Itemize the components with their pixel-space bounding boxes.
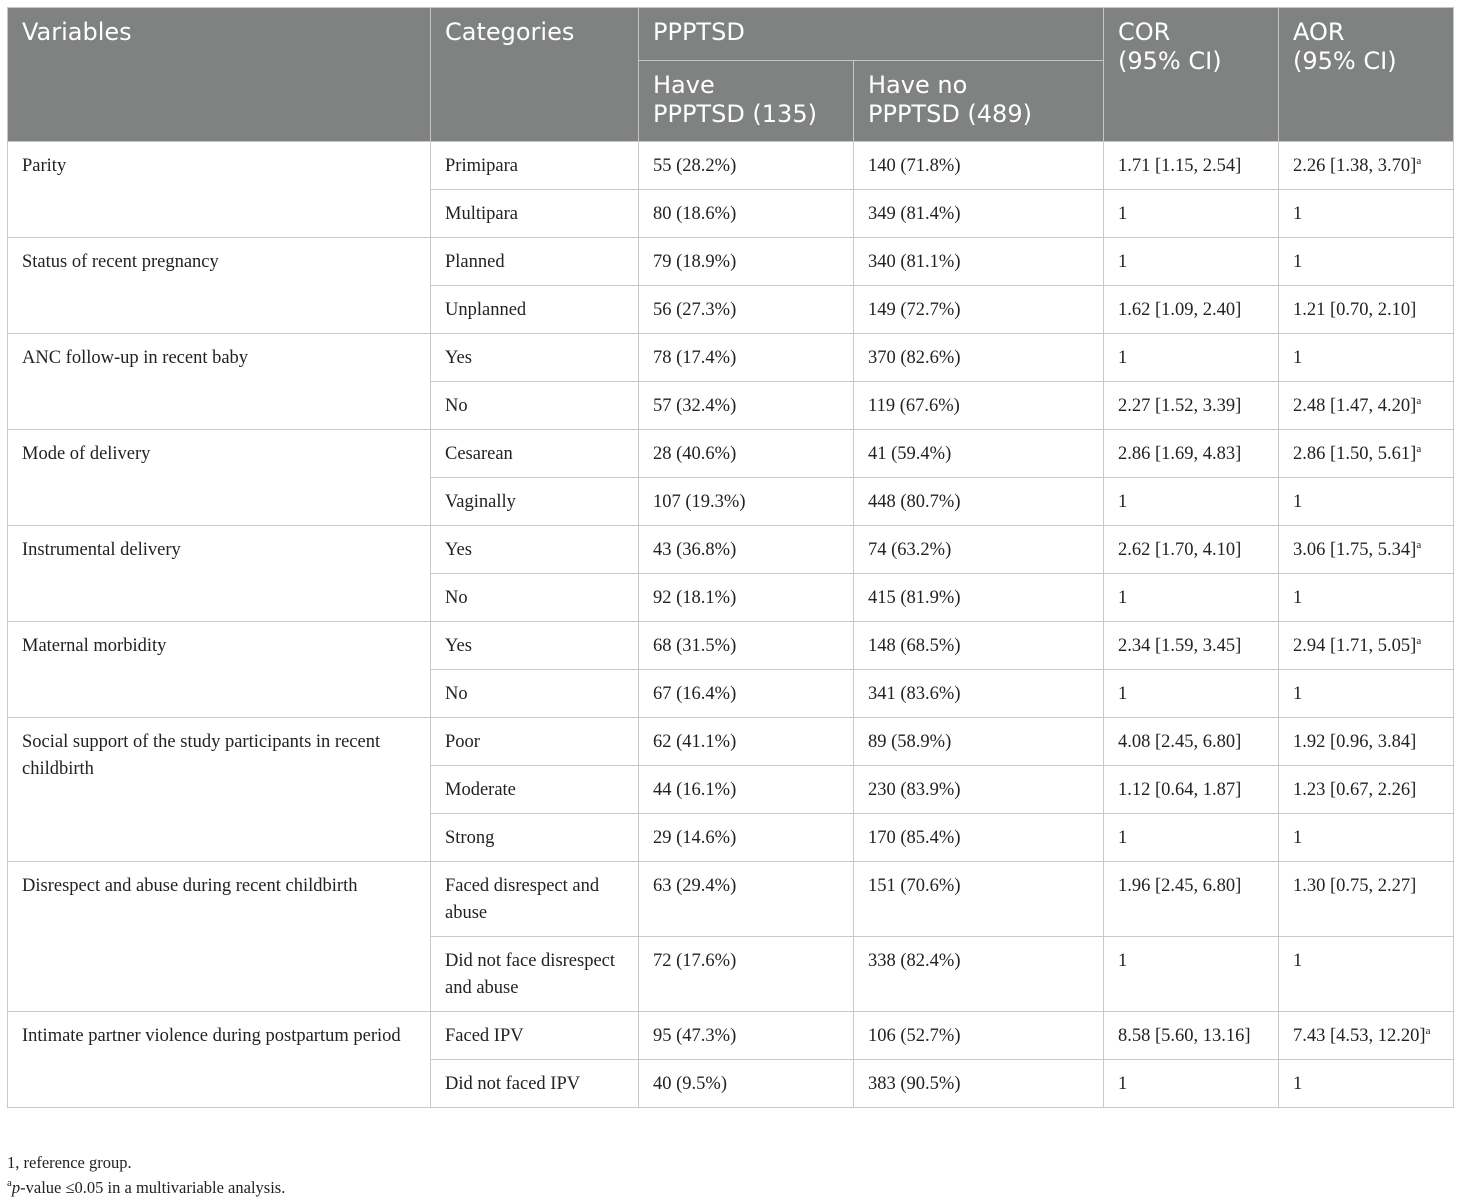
have-no-cell: 338 (82.4%) [854, 937, 1104, 1012]
have-cell: 29 (14.6%) [639, 814, 854, 862]
significance-marker: a [1416, 635, 1422, 647]
table-footnotes [7, 1150, 285, 1200]
significance-marker: a [1416, 539, 1422, 551]
variable-cell: Intimate partner violence during postpartum period [8, 1012, 431, 1108]
have-no-cell: 41 (59.4%) [854, 430, 1104, 478]
have-no-cell: 383 (90.5%) [854, 1060, 1104, 1108]
aor-value: 1 [1293, 492, 1303, 512]
have-cell: 62 (41.1%) [639, 718, 854, 766]
aor-value: 3.06 [1.75, 5.34] [1293, 540, 1417, 560]
category-cell: Did not faced IPV [431, 1060, 639, 1108]
have-no-cell: 415 (81.9%) [854, 574, 1104, 622]
have-cell: 72 (17.6%) [639, 937, 854, 1012]
aor-value: 1.92 [0.96, 3.84] [1293, 732, 1417, 752]
aor-value: 1 [1293, 684, 1303, 704]
variable-cell: ANC follow-up in recent baby [8, 334, 431, 430]
have-cell: 43 (36.8%) [639, 526, 854, 574]
aor-cell [1279, 814, 1454, 862]
have-cell: 63 (29.4%) [639, 862, 854, 937]
cor-cell: 1.62 [1.09, 2.40] [1104, 286, 1279, 334]
header-categories: Categories [431, 8, 639, 142]
aor-value: 1.30 [0.75, 2.27] [1293, 876, 1417, 896]
aor-value: 2.48 [1.47, 4.20] [1293, 396, 1417, 416]
category-cell: No [431, 574, 639, 622]
have-cell: 78 (17.4%) [639, 334, 854, 382]
have-no-cell: 106 (52.7%) [854, 1012, 1104, 1060]
category-cell: No [431, 382, 639, 430]
aor-value: 1 [1293, 1074, 1303, 1094]
cor-cell: 1 [1104, 190, 1279, 238]
aor-value: 2.26 [1.38, 3.70] [1293, 156, 1417, 176]
table-row [8, 238, 1454, 286]
aor-cell [1279, 766, 1454, 814]
have-cell: 92 (18.1%) [639, 574, 854, 622]
have-no-cell: 349 (81.4%) [854, 190, 1104, 238]
cor-cell: 2.27 [1.52, 3.39] [1104, 382, 1279, 430]
aor-cell [1279, 334, 1454, 382]
table-row [8, 526, 1454, 574]
aor-cell [1279, 142, 1454, 190]
significance-marker: a [1416, 395, 1422, 407]
variable-cell: Maternal morbidity [8, 622, 431, 718]
cor-cell: 1.96 [2.45, 6.80] [1104, 862, 1279, 937]
category-cell: Yes [431, 334, 639, 382]
aor-cell [1279, 862, 1454, 937]
cor-cell: 1 [1104, 238, 1279, 286]
have-no-cell: 89 (58.9%) [854, 718, 1104, 766]
aor-cell [1279, 238, 1454, 286]
cor-cell: 1 [1104, 670, 1279, 718]
header-aor: AOR (95% CI) [1279, 8, 1454, 142]
category-cell: Multipara [431, 190, 639, 238]
have-no-cell: 370 (82.6%) [854, 334, 1104, 382]
aor-cell [1279, 1012, 1454, 1060]
cor-cell: 1 [1104, 334, 1279, 382]
aor-value: 1.21 [0.70, 2.10] [1293, 300, 1417, 320]
variable-cell: Mode of delivery [8, 430, 431, 526]
have-cell: 55 (28.2%) [639, 142, 854, 190]
category-cell: No [431, 670, 639, 718]
variable-cell: Parity [8, 142, 431, 238]
cor-cell: 4.08 [2.45, 6.80] [1104, 718, 1279, 766]
aor-cell [1279, 670, 1454, 718]
have-cell: 68 (31.5%) [639, 622, 854, 670]
variable-cell: Disrespect and abuse during recent childbirth [8, 862, 431, 1012]
cor-cell: 1 [1104, 814, 1279, 862]
have-cell: 80 (18.6%) [639, 190, 854, 238]
aor-value: 2.94 [1.71, 5.05] [1293, 636, 1417, 656]
have-cell: 95 (47.3%) [639, 1012, 854, 1060]
footnote-pvalue: $^a$p-value ≤0.05 in a multivariable analysis. [7, 1177, 286, 1197]
category-cell: Faced disrespect and abuse [431, 862, 639, 937]
have-no-cell: 170 (85.4%) [854, 814, 1104, 862]
header-have-no-ppptsd: Have no PPPTSD (489) [854, 61, 1104, 142]
aor-cell [1279, 718, 1454, 766]
category-cell: Moderate [431, 766, 639, 814]
table-row [8, 334, 1454, 382]
have-no-cell: 74 (63.2%) [854, 526, 1104, 574]
aor-cell [1279, 526, 1454, 574]
results-table [7, 7, 1454, 1108]
table-header [8, 8, 1454, 142]
cor-cell: 2.86 [1.69, 4.83] [1104, 430, 1279, 478]
cor-cell: 1 [1104, 1060, 1279, 1108]
cor-cell: 1.71 [1.15, 2.54] [1104, 142, 1279, 190]
significance-marker: a [1425, 1025, 1431, 1037]
cor-cell: 2.62 [1.70, 4.10] [1104, 526, 1279, 574]
aor-cell [1279, 286, 1454, 334]
have-no-cell: 230 (83.9%) [854, 766, 1104, 814]
cor-cell: 1 [1104, 937, 1279, 1012]
have-no-cell: 140 (71.8%) [854, 142, 1104, 190]
aor-cell [1279, 622, 1454, 670]
table-row [8, 142, 1454, 190]
variable-cell: Social support of the study participants in recent childbirth [8, 718, 431, 862]
aor-value: 7.43 [4.53, 12.20] [1293, 1026, 1426, 1046]
aor-cell [1279, 190, 1454, 238]
aor-value: 1.23 [0.67, 2.26] [1293, 780, 1417, 800]
aor-cell [1279, 574, 1454, 622]
have-no-cell: 119 (67.6%) [854, 382, 1104, 430]
table-row [8, 718, 1454, 766]
significance-marker: a [1416, 443, 1422, 455]
aor-value: 1 [1293, 828, 1303, 848]
have-cell: 79 (18.9%) [639, 238, 854, 286]
header-variables: Variables [8, 8, 431, 142]
have-cell: 57 (32.4%) [639, 382, 854, 430]
header-cor: COR (95% CI) [1104, 8, 1279, 142]
have-no-cell: 149 (72.7%) [854, 286, 1104, 334]
aor-cell [1279, 1060, 1454, 1108]
have-no-cell: 151 (70.6%) [854, 862, 1104, 937]
cor-cell: 1.12 [0.64, 1.87] [1104, 766, 1279, 814]
have-no-cell: 341 (83.6%) [854, 670, 1104, 718]
aor-cell [1279, 382, 1454, 430]
header-have-ppptsd: Have PPPTSD (135) [639, 61, 854, 142]
table-row [8, 430, 1454, 478]
table-row [8, 862, 1454, 937]
variable-cell: Status of recent pregnancy [8, 238, 431, 334]
aor-value: 1 [1293, 204, 1303, 224]
cor-cell: 1 [1104, 574, 1279, 622]
category-cell: Unplanned [431, 286, 639, 334]
have-no-cell: 148 (68.5%) [854, 622, 1104, 670]
category-cell: Did not face disrespect and abuse [431, 937, 639, 1012]
category-cell: Strong [431, 814, 639, 862]
have-cell: 44 (16.1%) [639, 766, 854, 814]
aor-cell [1279, 937, 1454, 1012]
variable-cell: Instrumental delivery [8, 526, 431, 622]
aor-value: 1 [1293, 348, 1303, 368]
category-cell: Cesarean [431, 430, 639, 478]
have-no-cell: 340 (81.1%) [854, 238, 1104, 286]
aor-cell [1279, 478, 1454, 526]
have-cell: 40 (9.5%) [639, 1060, 854, 1108]
table-body [8, 142, 1454, 1108]
header-ppptsd: PPPTSD [639, 8, 1104, 61]
table-row [8, 1012, 1454, 1060]
category-cell: Vaginally [431, 478, 639, 526]
aor-value: 1 [1293, 252, 1303, 272]
category-cell: Planned [431, 238, 639, 286]
category-cell: Yes [431, 526, 639, 574]
significance-marker: a [1416, 155, 1422, 167]
category-cell: Yes [431, 622, 639, 670]
aor-value: 2.86 [1.50, 5.61] [1293, 444, 1417, 464]
have-cell: 67 (16.4%) [639, 670, 854, 718]
cor-cell: 1 [1104, 478, 1279, 526]
aor-value: 1 [1293, 951, 1303, 971]
have-cell: 107 (19.3%) [639, 478, 854, 526]
cor-cell: 8.58 [5.60, 13.16] [1104, 1012, 1279, 1060]
category-cell: Primipara [431, 142, 639, 190]
have-no-cell: 448 (80.7%) [854, 478, 1104, 526]
table-row [8, 622, 1454, 670]
category-cell: Poor [431, 718, 639, 766]
footnote-reference: 1, reference group. [7, 1153, 132, 1172]
have-cell: 56 (27.3%) [639, 286, 854, 334]
aor-value: 1 [1293, 588, 1303, 608]
cor-cell: 2.34 [1.59, 3.45] [1104, 622, 1279, 670]
category-cell: Faced IPV [431, 1012, 639, 1060]
have-cell: 28 (40.6%) [639, 430, 854, 478]
aor-cell [1279, 430, 1454, 478]
